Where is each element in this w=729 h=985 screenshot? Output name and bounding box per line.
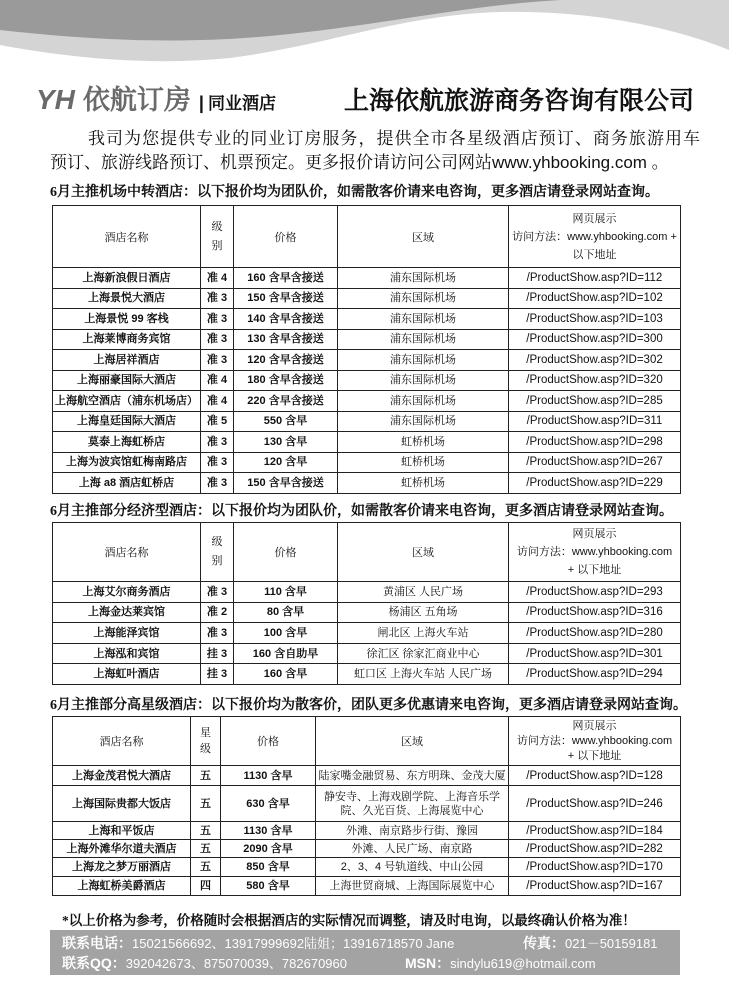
hotel-name-cell: 上海金茂君悦大酒店: [53, 766, 191, 786]
budget-hotels-table: [52, 522, 681, 685]
table-header: [53, 717, 681, 766]
contact-qq-line: [62, 953, 596, 973]
hotel-level-cell: 准 3: [201, 288, 234, 309]
region-cell: 浦东国际机场: [338, 370, 509, 391]
region-cell: 上海世贸商城、上海国际展览中心: [316, 877, 509, 896]
table-row: [53, 602, 681, 623]
price-cell: 100 含早: [234, 623, 338, 644]
column-header-web-page-line: + 以下地址: [567, 749, 622, 762]
price-cell: 1130 含早: [221, 766, 316, 786]
product-url-cell: /ProductShow.asp?ID=302: [509, 350, 681, 371]
hotel-level-cell: 准 3: [201, 623, 234, 644]
column-header-web-page: [509, 206, 681, 268]
price-cell: 160 含早: [234, 664, 338, 685]
column-header-level-line: 星: [200, 727, 211, 739]
column-header-web-page: [509, 523, 681, 582]
column-header-price: 价格: [221, 717, 316, 766]
region-cell: 浦东国际机场: [338, 411, 509, 432]
intro-line-1: 我司为您提供专业的同业订房服务，提供全市各星级酒店预订、商务旅游用车: [88, 129, 700, 148]
product-url-cell: /ProductShow.asp?ID=246: [509, 786, 681, 822]
hotel-level-cell: 五: [191, 766, 221, 786]
product-url-cell: /ProductShow.asp?ID=316: [509, 602, 681, 623]
product-url-cell: /ProductShow.asp?ID=167: [509, 877, 681, 896]
product-url-cell: /ProductShow.asp?ID=103: [509, 309, 681, 330]
price-cell: 130 含早含接送: [234, 329, 338, 350]
hotel-level-cell: 挂 3: [201, 643, 234, 664]
product-url-cell: /ProductShow.asp?ID=102: [509, 288, 681, 309]
hotel-level-cell: 准 3: [201, 329, 234, 350]
product-url-cell: /ProductShow.asp?ID=300: [509, 329, 681, 350]
column-header-web-page: [509, 717, 681, 766]
table-row: [53, 350, 681, 371]
product-url-cell: /ProductShow.asp?ID=294: [509, 664, 681, 685]
table-row: [53, 391, 681, 412]
brand-separator: |: [198, 93, 204, 113]
region-cell: 浦东国际机场: [338, 350, 509, 371]
hotel-name-cell: 上海泓和宾馆: [53, 643, 201, 664]
intro-line-2: 预订、旅游线路预订、机票预定。更多报价请访问公司网站www.yhbooking.com 。: [50, 153, 669, 172]
price-cell: 220 含早含接送: [234, 391, 338, 412]
region-cell: 虹桥机场: [338, 473, 509, 494]
column-header-level: [201, 523, 234, 582]
wave-dark-shape: [0, 0, 560, 40]
price-cell: 850 含早: [221, 858, 316, 877]
hotel-level-cell: 准 4: [201, 370, 234, 391]
hotel-name-cell: 上海皇廷国际大酒店: [53, 411, 201, 432]
column-header-web-page-line: 网页展示: [572, 528, 617, 540]
column-header-level: [191, 717, 221, 766]
region-cell: 2、3、4 号轨道线、中山公园: [316, 858, 509, 877]
hotel-level-cell: 五: [191, 858, 221, 877]
region-cell: 外滩、南京路步行街、豫园: [316, 822, 509, 840]
table-body: [53, 582, 681, 685]
hotel-name-cell: 上海虹桥美爵酒店: [53, 877, 191, 896]
region-cell: 陆家嘴金融贸易、东方明珠、金茂大厦: [316, 766, 509, 786]
hotel-level-cell: 准 3: [201, 350, 234, 371]
table-header: [53, 523, 681, 582]
price-cell: 150 含早含接送: [234, 473, 338, 494]
table-body: [53, 268, 681, 494]
price-cell: 120 含早: [234, 452, 338, 473]
hotel-level-cell: 准 4: [201, 268, 234, 289]
column-header-region: 区域: [338, 523, 509, 582]
table-body: [53, 766, 681, 896]
company-name: 上海依航旅游商务咨询有限公司: [344, 86, 695, 115]
contact-box: [50, 930, 680, 975]
column-header-level-line: 级: [211, 220, 223, 233]
product-url-cell: /ProductShow.asp?ID=301: [509, 643, 681, 664]
region-cell: 黄浦区 人民广场: [338, 582, 509, 603]
qq-numbers: 392042673、875070039、782670960: [125, 956, 347, 971]
column-header-hotel-name: 酒店名称: [53, 717, 191, 766]
price-cell: 2090 含早: [221, 840, 316, 858]
msn-label: MSN：: [405, 955, 451, 971]
hotel-name-cell: 上海景悦大酒店: [53, 288, 201, 309]
phone-numbers: 15021566692、13917999692陆姐；13916718570 Jane: [132, 936, 455, 951]
column-header-region: 区域: [316, 717, 509, 766]
price-cell: 1130 含早: [221, 822, 316, 840]
product-url-cell: /ProductShow.asp?ID=320: [509, 370, 681, 391]
table-row: [53, 877, 681, 896]
table-row: [53, 309, 681, 330]
product-url-cell: /ProductShow.asp?ID=128: [509, 766, 681, 786]
region-cell: 浦东国际机场: [338, 288, 509, 309]
product-url-cell: /ProductShow.asp?ID=293: [509, 582, 681, 603]
hotel-level-cell: 五: [191, 822, 221, 840]
hotel-name-cell: 上海龙之梦万丽酒店: [53, 858, 191, 877]
price-cell: 630 含早: [221, 786, 316, 822]
hotel-name-cell: 莫泰上海虹桥店: [53, 432, 201, 453]
product-url-cell: /ProductShow.asp?ID=298: [509, 432, 681, 453]
table-header: [53, 206, 681, 268]
table-row: [53, 786, 681, 822]
region-cell: 浦东国际机场: [338, 268, 509, 289]
column-header-hotel-name: 酒店名称: [53, 206, 201, 268]
hotel-level-cell: 五: [191, 840, 221, 858]
hotel-level-cell: 准 3: [201, 473, 234, 494]
qq-label: 联系QQ：: [62, 955, 126, 971]
column-header-level-line: 别: [211, 555, 223, 567]
region-cell: 外滩、人民广场、南京路: [316, 840, 509, 858]
fax-number: 021－50159181: [565, 936, 658, 951]
column-header-web-page-line: 访问方法：www.yhbooking.com +: [512, 230, 677, 243]
table-row: [53, 623, 681, 644]
hotel-level-cell: 准 2: [201, 602, 234, 623]
price-cell: 180 含早含接送: [234, 370, 338, 391]
column-header-web-page-line: + 以下地址: [567, 564, 622, 576]
region-cell: 虹桥机场: [338, 452, 509, 473]
hotel-name-cell: 上海居祥酒店: [53, 350, 201, 371]
price-cell: 580 含早: [221, 877, 316, 896]
hotel-name-cell: 上海为波宾馆虹梅南路店: [53, 452, 201, 473]
table-row: [53, 432, 681, 453]
region-cell: 静安寺、上海戏剧学院、上海音乐学院、久光百货、上海展览中心: [316, 786, 509, 822]
table-row: [53, 329, 681, 350]
column-header-region: 区域: [338, 206, 509, 268]
hotel-level-cell: 四: [191, 877, 221, 896]
hotel-name-cell: 上海外滩华尔道夫酒店: [53, 840, 191, 858]
hotel-level-cell: 准 5: [201, 411, 234, 432]
table-row: [53, 411, 681, 432]
hotel-name-cell: 上海艾尔商务酒店: [53, 582, 201, 603]
brand-logo-name: 依航订房: [82, 85, 191, 115]
brand-logo-latin: YH: [36, 84, 75, 115]
hotel-name-cell: 上海 a8 酒店虹桥店: [53, 473, 201, 494]
price-cell: 80 含早: [234, 602, 338, 623]
hotel-level-cell: 挂 3: [201, 664, 234, 685]
region-cell: 虹桥机场: [338, 432, 509, 453]
hotel-level-cell: 五: [191, 786, 221, 822]
column-header-price: 价格: [234, 523, 338, 582]
hotel-level-cell: 准 4: [201, 391, 234, 412]
column-header-hotel-name: 酒店名称: [53, 523, 201, 582]
region-cell: 徐汇区 徐家汇商业中心: [338, 643, 509, 664]
product-url-cell: /ProductShow.asp?ID=280: [509, 623, 681, 644]
price-disclaimer-note: *以上价格为参考，价格随时会根据酒店的实际情况而调整，请及时电询，以最终确认价格为准！: [62, 913, 636, 928]
table-row: [53, 288, 681, 309]
region-cell: 虹口区 上海火车站 人民广场: [338, 664, 509, 685]
hotel-name-cell: 上海能泽宾馆: [53, 623, 201, 644]
price-cell: 140 含早含接送: [234, 309, 338, 330]
price-cell: 160 含自助早: [234, 643, 338, 664]
hotel-name-cell: 上海丽豪国际大酒店: [53, 370, 201, 391]
contact-phone-line: [62, 933, 658, 953]
hotel-level-cell: 准 3: [201, 309, 234, 330]
region-cell: 浦东国际机场: [338, 329, 509, 350]
hotel-level-cell: 准 3: [201, 432, 234, 453]
hotel-name-cell: 上海景悦 99 客栈: [53, 309, 201, 330]
price-cell: 160 含早含接送: [234, 268, 338, 289]
product-url-cell: /ProductShow.asp?ID=170: [509, 858, 681, 877]
column-header-level-line: 别: [211, 239, 223, 252]
price-cell: 130 含早: [234, 432, 338, 453]
table-header-row: [53, 717, 681, 766]
price-cell: 120 含早含接送: [234, 350, 338, 371]
price-cell: 550 含早: [234, 411, 338, 432]
product-url-cell: /ProductShow.asp?ID=184: [509, 822, 681, 840]
hotel-name-cell: 上海虹叶酒店: [53, 664, 201, 685]
column-header-price: 价格: [234, 206, 338, 268]
product-url-cell: /ProductShow.asp?ID=112: [509, 268, 681, 289]
hotel-name-cell: 上海和平饭店: [53, 822, 191, 840]
fax-group: [523, 933, 658, 954]
msn-group: [405, 953, 596, 974]
table-row: [53, 643, 681, 664]
column-header-level-line: 级: [211, 536, 223, 548]
column-header-level: [201, 206, 234, 268]
table-row: [53, 664, 681, 685]
product-url-cell: /ProductShow.asp?ID=267: [509, 452, 681, 473]
column-header-web-page-line: 网页展示: [572, 719, 617, 732]
table-row: [53, 473, 681, 494]
header-wave-decoration: [0, 0, 729, 72]
luxury-hotels-table: [52, 716, 681, 896]
column-header-web-page-line: 访问方法：www.yhbooking.com: [516, 546, 673, 558]
product-url-cell: /ProductShow.asp?ID=311: [509, 411, 681, 432]
hotel-name-cell: 上海国际贵都大饭店: [53, 786, 191, 822]
brand-logo: [36, 83, 276, 117]
phone-label: 联系电话：: [62, 935, 132, 951]
column-header-level-line: 级: [200, 743, 211, 755]
hotel-name-cell: 上海莱博商务宾馆: [53, 329, 201, 350]
region-cell: 杨浦区 五角场: [338, 602, 509, 623]
table-row: [53, 822, 681, 840]
table-row: [53, 766, 681, 786]
hotel-name-cell: 上海新浪假日酒店: [53, 268, 201, 289]
price-cell: 150 含早含接送: [234, 288, 338, 309]
table-header-row: [53, 206, 681, 268]
product-url-cell: /ProductShow.asp?ID=229: [509, 473, 681, 494]
column-header-web-page-line: 网页展示: [572, 212, 617, 225]
hotel-name-cell: 上海金达莱宾馆: [53, 602, 201, 623]
msn-address: sindylu619@hotmail.com: [450, 956, 596, 971]
table-row: [53, 370, 681, 391]
section-heading-budget-hotels: 6月主推部分经济型酒店：以下报价均为团队价，如需散客价请来电咨询，更多酒店请登录网站查询。: [50, 504, 673, 519]
product-url-cell: /ProductShow.asp?ID=282: [509, 840, 681, 858]
product-url-cell: /ProductShow.asp?ID=285: [509, 391, 681, 412]
section-heading-luxury-hotels: 6月主推部分高星级酒店：以下报价均为散客价，团队更多优惠请来电咨询，更多酒店请登录网站查询。: [50, 698, 687, 713]
table-row: [53, 268, 681, 289]
hotel-level-cell: 准 3: [201, 452, 234, 473]
airport-hotels-table: [52, 205, 681, 494]
table-header-row: [53, 523, 681, 582]
section-heading-airport-hotels: 6月主推机场中转酒店：以下报价均为团队价，如需散客价请来电咨询，更多酒店请登录网站查询。: [50, 185, 659, 200]
price-cell: 110 含早: [234, 582, 338, 603]
region-cell: 浦东国际机场: [338, 309, 509, 330]
region-cell: 浦东国际机场: [338, 391, 509, 412]
brand-tagline: 同业酒店: [207, 94, 276, 113]
table-row: [53, 582, 681, 603]
table-row: [53, 840, 681, 858]
fax-label: 传真：: [523, 935, 565, 951]
column-header-web-page-line: 访问方法：www.yhbooking.com: [516, 734, 673, 747]
column-header-web-page-line: 以下地址: [572, 248, 617, 261]
table-row: [53, 858, 681, 877]
hotel-level-cell: 准 3: [201, 582, 234, 603]
table-row: [53, 452, 681, 473]
hotel-name-cell: 上海航空酒店（浦东机场店）: [53, 391, 201, 412]
region-cell: 闸北区 上海火车站: [338, 623, 509, 644]
